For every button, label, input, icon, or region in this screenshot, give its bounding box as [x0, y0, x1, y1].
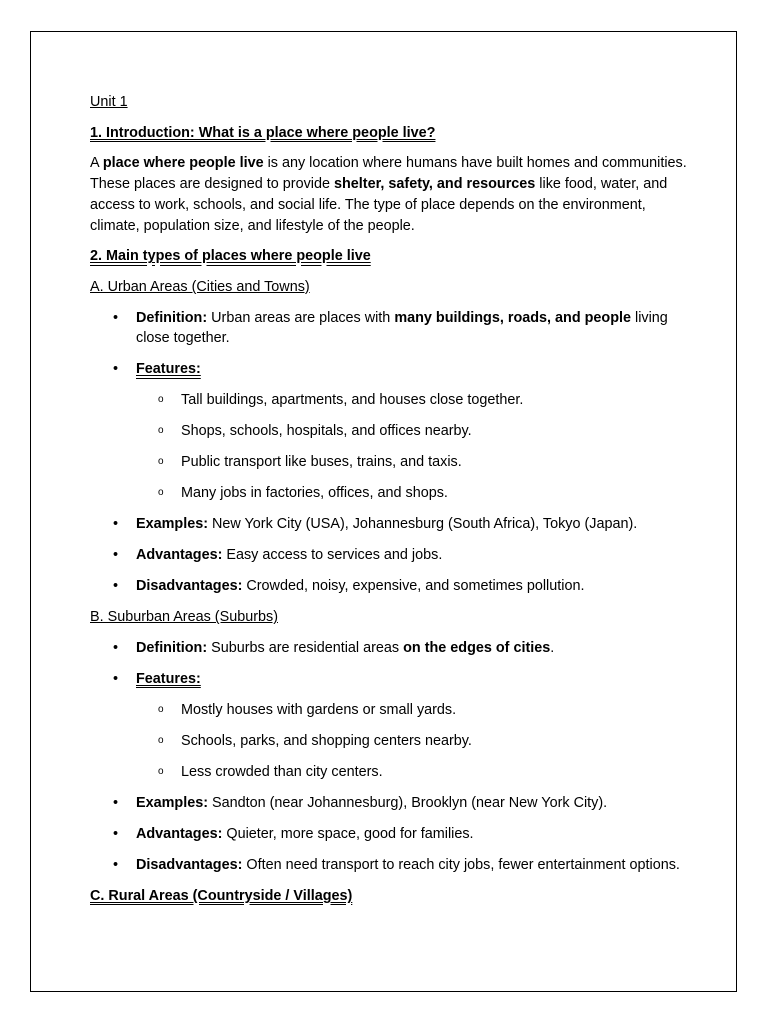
suburban-features: [90, 669, 688, 783]
intro-bold-a: place where people live: [102, 155, 264, 172]
urban-examples: [90, 514, 688, 535]
suburban-definition: [90, 638, 688, 659]
intro-text-c: like food, water, and access to work, schools, and social life. The type of place depends on the environment, climate, population size, and lifestyle of the people.: [90, 176, 668, 234]
list-item: o Mostly houses with gardens or small yards.: [136, 700, 688, 721]
urban-definition: [90, 308, 688, 349]
list-item: o Schools, parks, and shopping centers nearby.: [136, 731, 688, 752]
urban-disadvantages: [90, 576, 688, 597]
urban-heading: A. Urban Areas (Cities and Towns): [90, 278, 310, 295]
suburban-advantages-text: Quieter, more space, good for families.: [222, 826, 474, 843]
list-item: o Public transport like buses, trains, and taxis.: [136, 452, 688, 473]
suburban-features-label: Features:: [136, 671, 201, 688]
suburban-examples-text: Sandton (near Johannesburg), Brooklyn (near New York City).: [208, 795, 608, 812]
suburban-disadvantages-text: Often need transport to reach city jobs, fewer entertainment options.: [242, 857, 680, 874]
intro-paragraph: [90, 153, 688, 236]
unit-label: Unit 1: [90, 94, 128, 110]
urban-list: [90, 308, 688, 597]
urban-advantages-text: Easy access to services and jobs.: [222, 547, 443, 564]
document-body: [90, 92, 688, 917]
suburban-list: [90, 638, 688, 876]
section-2-heading: 2. Main types of places where people live: [90, 248, 371, 265]
urban-examples-text: New York City (USA), Johannesburg (South Africa), Tokyo (Japan).: [208, 516, 638, 533]
suburban-definition-bold: on the edges of cities: [403, 640, 551, 657]
suburban-features-list: [136, 700, 688, 783]
urban-disadvantages-text: Crowded, noisy, expensive, and sometimes pollution.: [242, 578, 585, 595]
intro-text-b: is any location where humans have built homes and communities. These places are designed to provide: [90, 155, 687, 193]
suburban-disadvantages: [90, 855, 688, 876]
urban-examples-label: Examples:: [136, 516, 208, 533]
list-item: o Less crowded than city centers.: [136, 762, 688, 783]
suburban-definition-text-b: .: [550, 640, 555, 657]
suburban-examples: [90, 793, 688, 814]
suburban-heading: B. Suburban Areas (Suburbs): [90, 609, 278, 626]
intro-bold-b: shelter, safety, and resources: [334, 176, 536, 193]
urban-features: [90, 359, 688, 504]
suburban-examples-label: Examples:: [136, 795, 208, 812]
urban-definition-label: Definition:: [136, 309, 208, 326]
urban-advantages-label: Advantages:: [136, 547, 223, 564]
suburban-advantages: [90, 824, 688, 845]
suburban-disadvantages-label: Disadvantages:: [136, 857, 243, 874]
list-item: o Many jobs in factories, offices, and shops.: [136, 483, 688, 504]
urban-features-label: Features:: [136, 361, 201, 378]
urban-definition-bold: many buildings, roads, and people: [394, 309, 631, 326]
intro-text-a: A: [90, 155, 103, 172]
urban-definition-text-b: living close together.: [136, 309, 668, 347]
urban-definition-text-a: Urban areas are places with: [207, 309, 395, 326]
list-item: o Shops, schools, hospitals, and offices nearby.: [136, 421, 688, 442]
rural-heading: C. Rural Areas (Countryside / Villages): [90, 888, 353, 905]
suburban-advantages-label: Advantages:: [136, 826, 223, 843]
suburban-definition-label: Definition:: [136, 640, 208, 657]
suburban-definition-text-a: Suburbs are residential areas: [207, 640, 404, 657]
list-item: o Tall buildings, apartments, and houses close together.: [136, 390, 688, 411]
urban-advantages: [90, 545, 688, 566]
urban-features-list: [136, 390, 688, 504]
section-1-heading: 1. Introduction: What is a place where people live?: [90, 124, 436, 141]
urban-disadvantages-label: Disadvantages:: [136, 578, 243, 595]
